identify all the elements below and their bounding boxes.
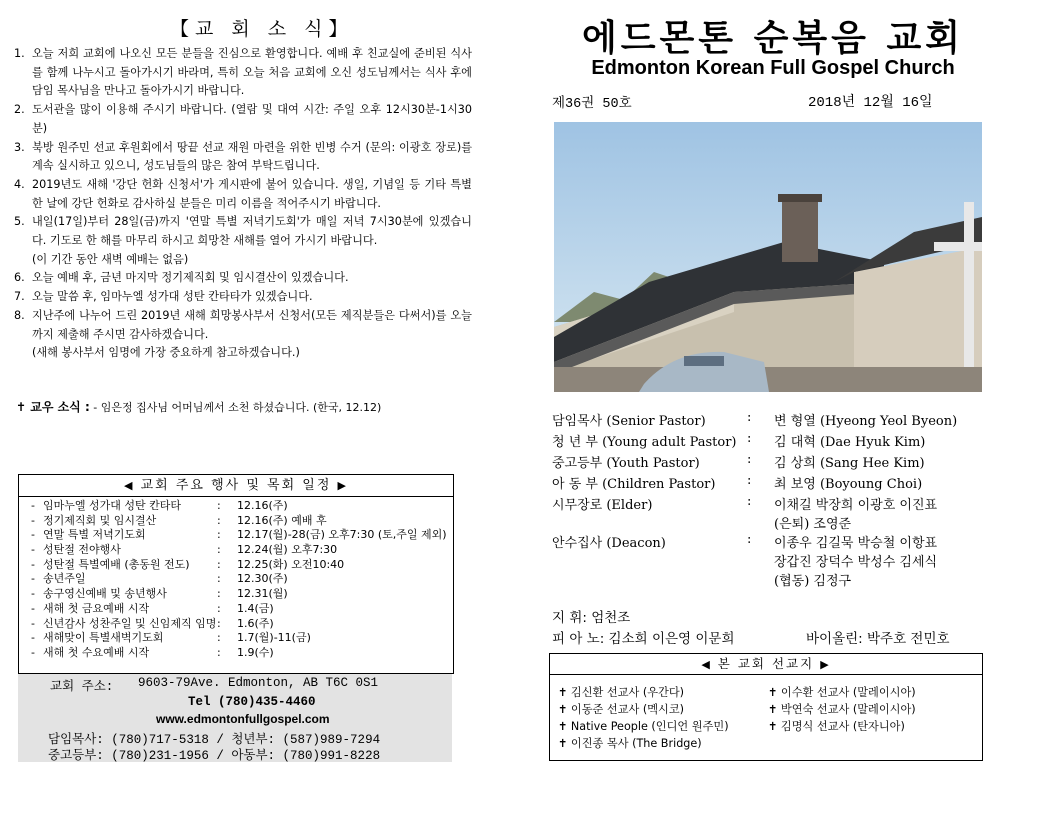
violinist: 바이올린: 박주호 전민호 bbox=[806, 631, 950, 647]
schedule-date: 1.7(월)-11(금) bbox=[237, 631, 311, 645]
member-news-text: - 임은정 집사님 어머님께서 소천 하셨습니다. (한국, 12.12) bbox=[89, 401, 382, 414]
triangle-right-icon: ▶ bbox=[820, 658, 831, 671]
schedule-event: 성탄절 전야행사 bbox=[43, 543, 121, 557]
triangle-right-icon: ▶ bbox=[337, 479, 349, 492]
schedule-date: 12.25(화) 오전10:40 bbox=[237, 557, 345, 571]
triangle-left-icon: ◀ bbox=[701, 658, 712, 671]
schedule-row: - 신년감사 성찬주일 및 신임제직 임명 : 1.6(주) bbox=[31, 616, 274, 630]
address-text: 9603-79Ave. Edmonton, AB T6C 0S1 bbox=[138, 676, 379, 690]
website-link[interactable]: www.edmontonfullgospel.com bbox=[156, 712, 330, 726]
schedule-box bbox=[18, 474, 454, 674]
schedule-event: 연말 특별 저녁기도회 bbox=[43, 528, 146, 542]
schedule-header bbox=[19, 475, 453, 497]
pianist: 피 아 노: 김소희 이은영 이문희 bbox=[552, 631, 735, 647]
missions-title: 본 교회 선교지 bbox=[717, 656, 815, 671]
schedule-event: 새해맞이 특별새벽기도회 bbox=[43, 631, 164, 645]
schedule-row: - 정기제직회 및 임시결산 : 12.16(주) 예배 후 bbox=[31, 513, 327, 527]
schedule-date: 12.31(월) bbox=[237, 587, 288, 601]
schedule-date: 12.24(월) 오후7:30 bbox=[237, 543, 338, 557]
address-label: 교회 주소: bbox=[50, 680, 114, 694]
news-item: 5. 내일(17일)부터 28일(금)까지 '연말 특별 저녁기도회'가 매일 저녁 7시30분에 있겠습니다. 기도로 한 해를 마무리 하시고 희망찬 새해를 열어 가시기 바랍니다. (이 기간 동안 새벽 예배는 없음) bbox=[14, 215, 472, 266]
schedule-row: - 성탄절 전야행사 : 12.24(월) 오후7:30 bbox=[31, 543, 338, 557]
schedule-row: - 성탄절 특별예배 (총동원 전도) : 12.25(화) 오전10:40 bbox=[31, 557, 345, 571]
issue-date: 2018년 12월 16일 bbox=[808, 95, 933, 111]
news-item: 4. 2019년도 새해 '강단 헌화 신청서'가 게시판에 붙어 있습니다. 생일, 기념일 등 기타 특별한 날에 강단 헌화로 감사하실 분들은 미리 이름을 적어주시기 바랍니다. bbox=[14, 177, 472, 210]
schedule-date: 12.16(주) bbox=[237, 499, 288, 512]
mission-item: ✝ 박연숙 선교사 (말레이시아) bbox=[768, 703, 916, 716]
schedule-row: - 연말 특별 저녁기도회 : 12.17(월)-28(금) 오후7:30 (토,주일 제외) bbox=[31, 528, 447, 542]
schedule-list bbox=[19, 497, 453, 661]
member-news bbox=[16, 398, 381, 415]
mission-item: ✝ 이동준 선교사 (멕시코) bbox=[558, 703, 685, 716]
missions-header bbox=[550, 654, 982, 675]
church-photo bbox=[554, 122, 982, 392]
news-item: 6. 오늘 예배 후, 금년 마지막 정기제직회 및 임시결산이 있겠습니다. bbox=[14, 271, 349, 285]
news-item: 7. 오늘 말씀 후, 임마누엘 성가대 성탄 칸타타가 있겠습니다. bbox=[14, 290, 313, 304]
mission-item: ✝ Native People (인디언 원주민) bbox=[558, 720, 729, 733]
news-item: 2. 도서관을 많이 이용해 주시기 바랍니다. (열람 및 대여 시간: 주일 오후 12시30분-1시30분) bbox=[14, 103, 472, 135]
church-name-korean: 에드몬톤 순복음 교회 bbox=[581, 18, 965, 59]
schedule-row: - 새해 첫 수요예배 시작 : 1.9(수) bbox=[31, 645, 274, 659]
mission-item: ✝ 김신환 선교사 (우간다) bbox=[558, 686, 685, 699]
schedule-title: 교회 주요 행사 및 목회 일정 bbox=[140, 478, 332, 493]
news-title: 【교 회 소 식】 bbox=[170, 18, 354, 40]
schedule-event: 신년감사 성찬주일 및 신임제직 임명 bbox=[43, 616, 217, 630]
phone-text: Tel (780)435-4460 bbox=[188, 695, 316, 709]
schedule-event: 성탄절 특별예배 (총동원 전도) bbox=[43, 557, 190, 571]
contact-box bbox=[18, 674, 452, 762]
schedule-date: 1.9(수) bbox=[237, 645, 274, 659]
schedule-row: - 송년주일 : 12.30(주) bbox=[31, 572, 288, 586]
conductor: 지 휘: 엄천조 bbox=[552, 610, 631, 626]
schedule-row: - 새해 첫 금요예배 시작 : 1.4(금) bbox=[31, 601, 274, 615]
schedule-event: 송년주일 bbox=[43, 572, 86, 586]
schedule-event: 새해 첫 수요예배 시작 bbox=[43, 645, 150, 659]
news-item: 1. 오늘 저희 교회에 나오신 모든 분들을 진심으로 환영합니다. 예배 후 친교실에 준비된 식사를 함께 나누시고 돌아가시기 바라며, 특히 오늘 처음 교회에 오신 성도님께서는 식사 후에 담임 목사님을 만나고 돌아가시기 바랍니다. bbox=[14, 47, 472, 98]
mission-item: ✝ 이수환 선교사 (말레이시아) bbox=[768, 686, 916, 699]
schedule-date: 12.16(주) 예배 후 bbox=[237, 513, 327, 527]
schedule-row: - 새해맞이 특별새벽기도회 : 1.7(월)-11(금) bbox=[31, 631, 311, 645]
mission-item: ✝ 이진종 목사 (The Bridge) bbox=[558, 737, 702, 750]
mission-item: ✝ 김명식 선교사 (탄자니아) bbox=[768, 720, 905, 733]
news-item: 8. 지난주에 나누어 드린 2019년 새해 희망봉사부서 신청서(모든 제직분들은 다써서)를 오늘까지 제출해 주시면 감사하겠습니다. (새해 봉사부서 임명에 가장 중요하게 참고하겠습니다.) bbox=[14, 308, 472, 360]
schedule-event: 임마누엘 성가대 성탄 칸타타 bbox=[43, 499, 182, 512]
contact-line-2: 중고등부: (780)231-1956 / 아동부: (780)991-8228 bbox=[48, 749, 381, 763]
schedule-event: 송구영신예배 및 송년행사 bbox=[43, 587, 167, 601]
schedule-date: 1.6(주) bbox=[237, 616, 274, 630]
member-news-label: ✝ 교우 소식 : bbox=[16, 400, 90, 414]
schedule-date: 12.30(주) bbox=[237, 572, 288, 586]
missions-box bbox=[549, 653, 983, 761]
news-list bbox=[14, 45, 472, 363]
schedule-row: - 임마누엘 성가대 성탄 칸타타 : 12.16(주) bbox=[31, 499, 288, 512]
schedule-event: 정기제직회 및 임시결산 bbox=[43, 513, 157, 527]
schedule-event: 새해 첫 금요예배 시작 bbox=[43, 601, 150, 615]
news-item: 3. 북방 원주민 선교 후원회에서 땅끝 선교 재원 마련을 위한 빈병 수거 (문의: 이광호 장로)를 계속 실시하고 있으니, 성도님들의 많은 참여 부탁드립니다. bbox=[14, 140, 472, 173]
schedule-row: - 송구영신예배 및 송년행사 : 12.31(월) bbox=[31, 587, 288, 601]
schedule-date: 1.4(금) bbox=[237, 601, 274, 615]
triangle-left-icon: ◀ bbox=[123, 479, 135, 492]
schedule-date: 12.17(월)-28(금) 오후7:30 (토,주일 제외) bbox=[237, 528, 447, 542]
church-name-english: Edmonton Korean Full Gospel Church bbox=[591, 57, 955, 79]
contact-line-1: 담임목사: (780)717-5318 / 청년부: (587)989-7294 bbox=[48, 733, 381, 747]
issue-volume: 제36권 50호 bbox=[552, 97, 632, 112]
